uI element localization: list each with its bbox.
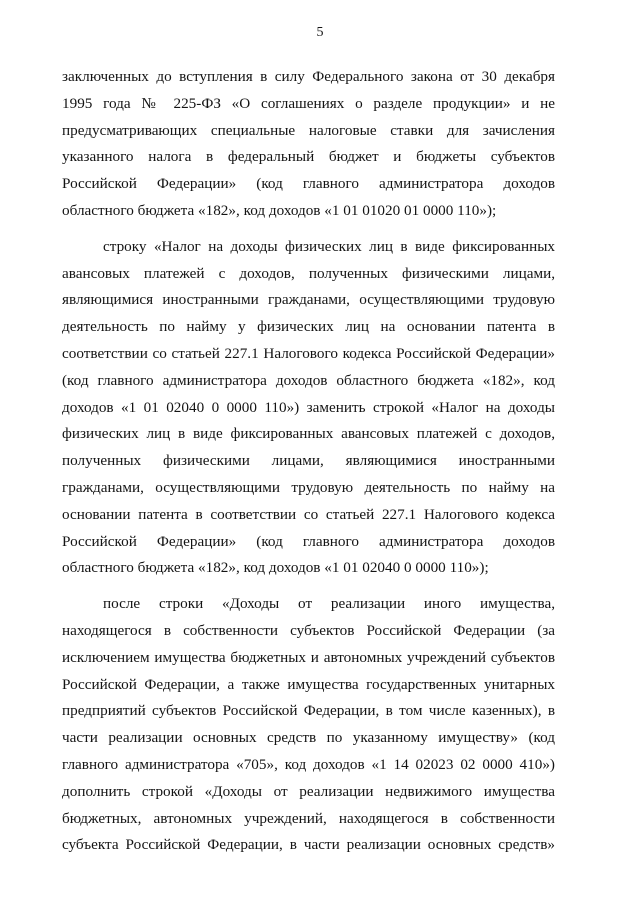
- text-line: заключенных до вступления в силу Федерального закона от 30 декабря: [62, 68, 555, 85]
- text-line: строку «Налог на доходы физических лиц в виде фиксированных: [103, 237, 555, 255]
- text-line: Российской Федерации» (код главного администратора доходов: [62, 532, 555, 550]
- text-line: 1995 года № 225-ФЗ «О соглашениях о разделе продукции» и не: [62, 94, 555, 112]
- text-line: доходов «1 01 02040 0 0000 110») заменить строкой «Налог на доходы: [62, 398, 555, 416]
- text-line: Российской Федерации, а также имущества государственных унитарных: [62, 675, 555, 693]
- document-body: [62, 66, 555, 861]
- text-line: части реализации основных средств по указанному имуществу» (код: [62, 729, 555, 747]
- text-line: деятельность по найму у физических лиц на основании патента в: [62, 318, 555, 336]
- text-line: областного бюджета «182», код доходов «1 01 02040 0 0000 110»);: [62, 559, 489, 577]
- paragraph-3: [62, 593, 555, 861]
- text-line: соответствии со статьей 227.1 Налогового кодекса Российской Федерации»: [62, 344, 555, 362]
- text-line: основании патента в соответствии со статьей 227.1 Налогового кодекса: [62, 505, 555, 523]
- text-line: исключением имущества бюджетных и автономных учреждений субъектов: [62, 648, 555, 666]
- paragraph-2: [62, 236, 555, 584]
- text-line: бюджетных, автономных учреждений, находящегося в собственности: [62, 809, 555, 827]
- text-line: физических лиц в виде фиксированных авансовых платежей с доходов,: [62, 425, 555, 443]
- text-line: авансовых платежей с доходов, полученных физическими лицами,: [62, 264, 555, 282]
- text-line: главного администратора «705», код доходов «1 14 02023 02 0000 410»): [62, 755, 555, 773]
- text-line: дополнить строкой «Доходы от реализации недвижимого имущества: [62, 782, 555, 800]
- paragraph-1: [62, 66, 555, 227]
- text-line: гражданами, осуществляющими трудовую деятельность по найму на: [62, 478, 555, 496]
- text-line: указанного налога в федеральный бюджет и бюджеты субъектов: [62, 148, 555, 166]
- text-line: являющимися иностранными гражданами, осуществляющими трудовую: [62, 291, 555, 309]
- page-number: 5: [316, 25, 324, 40]
- text-line: после строки «Доходы от реализации иного имущества,: [103, 595, 555, 613]
- text-line: предприятий субъектов Российской Федерации, в том числе казенных), в: [62, 702, 555, 720]
- text-line: предусматривающих специальные налоговые ставки для зачисления: [62, 121, 555, 139]
- text-line: Российской Федерации» (код главного администратора доходов: [62, 175, 555, 193]
- text-line: субъекта Российской Федерации, в части реализации основных средств»: [62, 836, 555, 854]
- text-line: находящегося в собственности субъектов Российской Федерации (за: [62, 621, 555, 639]
- text-line: (код главного администратора доходов областного бюджета «182», код: [62, 371, 555, 389]
- text-line: полученных физическими лицами, являющимися иностранными: [62, 452, 555, 470]
- text-line: областного бюджета «182», код доходов «1 01 01020 01 0000 110»);: [62, 201, 497, 219]
